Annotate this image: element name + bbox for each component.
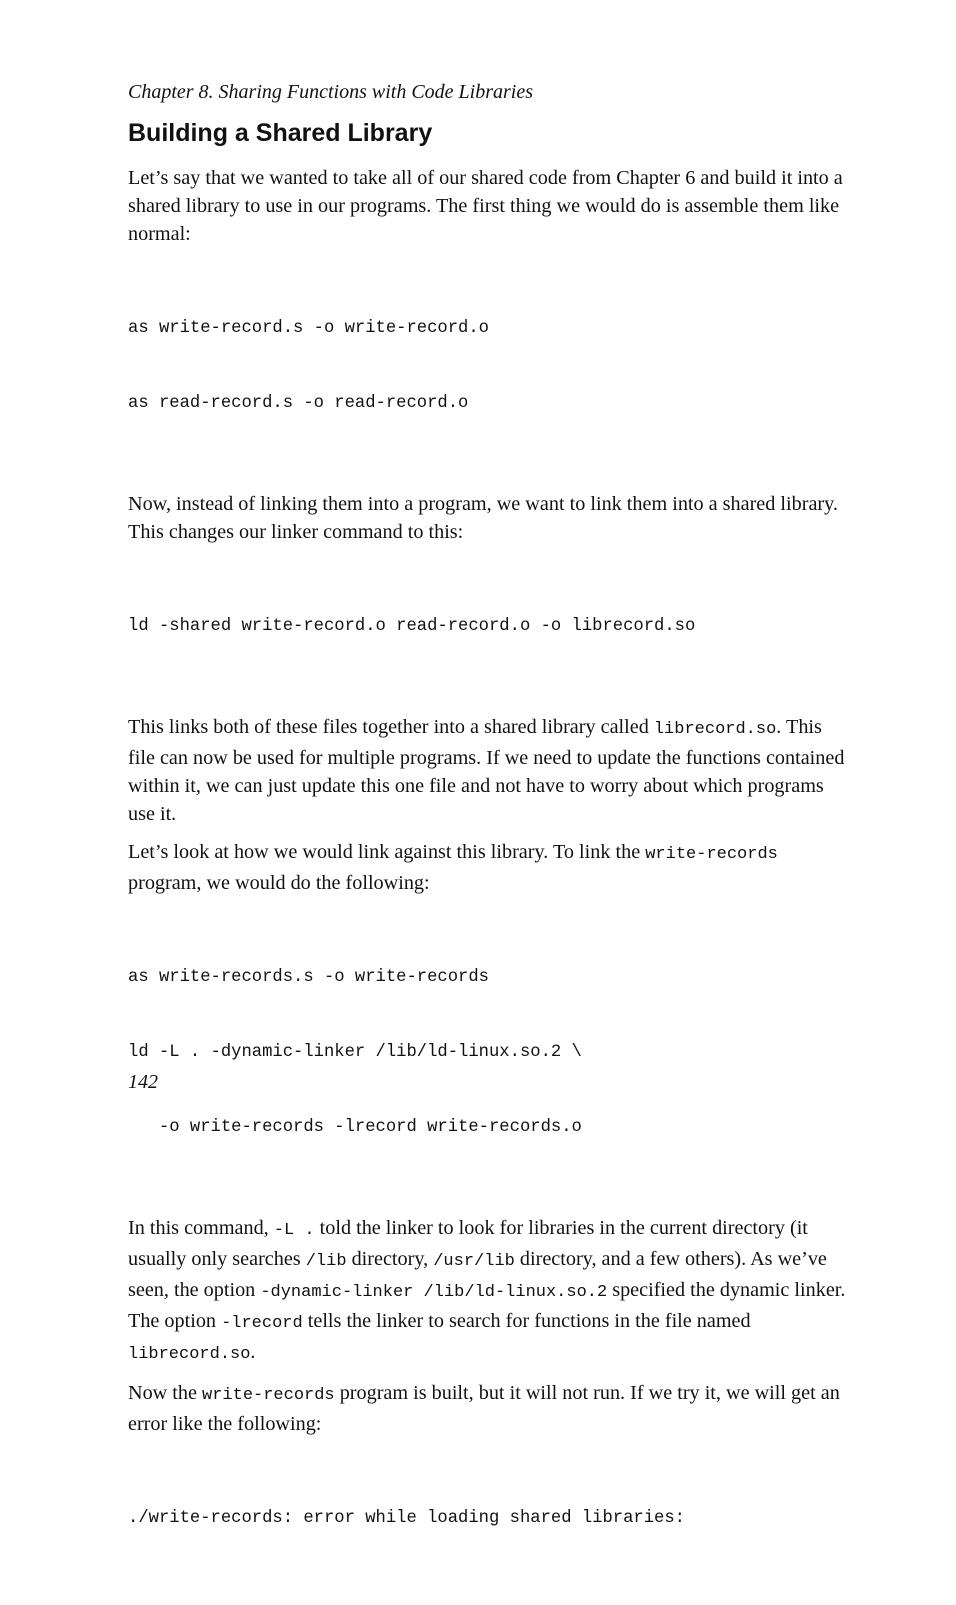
text-run: tells the linker to search for functions in the file named	[302, 1310, 751, 1332]
code-line: ld -shared write-record.o read-record.o -o librecord.so	[128, 617, 696, 636]
inline-code: -dynamic-linker /lib/ld-linux.so.2	[260, 1283, 608, 1302]
text-run: directory, and a few others). As we’ve seen, the option	[128, 1248, 827, 1301]
text-run: specified the dynamic linker. The option	[128, 1279, 846, 1332]
paragraph-librecord	[128, 713, 848, 828]
inline-code: /lib	[305, 1252, 347, 1271]
paragraph-command-explanation	[128, 1214, 848, 1369]
inline-code: -lrecord	[221, 1314, 303, 1333]
page-number: 142	[128, 1071, 158, 1093]
book-page	[128, 78, 848, 1605]
inline-code: /usr/lib	[433, 1252, 515, 1271]
text-run: . This file can now be used for multiple programs. If we need to update the functions contained within it, we can just update this one file and not have to worry about which programs use it.	[128, 716, 845, 825]
code-block-error	[128, 1456, 848, 1581]
paragraph-intro: Let’s say that we wanted to take all of our shared code from Chapter 6 and build it into a shared library to use in our programs. The first thing we would do is assemble them like normal:	[128, 167, 843, 245]
code-block-link-program	[128, 915, 848, 1190]
inline-code: write-records	[645, 845, 778, 864]
inline-code: librecord.so	[128, 1345, 251, 1364]
running-head: Chapter 8. Sharing Functions with Code Libraries	[128, 81, 534, 103]
code-line: as write-records.s -o write-records	[128, 968, 489, 987]
code-line: ./write-records: error while loading shared libraries:	[128, 1509, 685, 1528]
text-run: In this command,	[128, 1217, 274, 1239]
section-title: Building a Shared Library	[128, 119, 433, 147]
text-run: This links both of these files together into a shared library called	[128, 716, 654, 738]
text-run: program is built, but it will not run. If we try it, we will get an error like the following:	[128, 1382, 840, 1435]
inline-code: write-records	[202, 1386, 335, 1405]
text-run: .	[250, 1341, 256, 1363]
paragraph-link-against	[128, 838, 848, 897]
code-block-assemble	[128, 266, 848, 466]
inline-code: -L .	[273, 1221, 315, 1240]
code-line: as write-record.s -o write-record.o	[128, 319, 489, 338]
paragraph-link-shared: Now, instead of linking them into a program, we want to link them into a shared library. This changes our linker command to this:	[128, 493, 838, 543]
code-line: ld -L . -dynamic-linker /lib/ld-linux.so.2 \	[128, 1043, 582, 1062]
inline-code: librecord.so	[653, 720, 777, 739]
code-line: as read-record.s -o read-record.o	[128, 394, 469, 413]
text-run: program, we would do the following:	[128, 872, 430, 894]
text-run: directory,	[346, 1248, 434, 1270]
code-line: -o write-records -lrecord write-records.o	[128, 1118, 582, 1137]
text-run: told the linker to look for libraries in the current directory (it usually only searches	[128, 1217, 808, 1270]
text-run: Now the	[128, 1382, 203, 1404]
code-block-ld-shared	[128, 564, 848, 689]
text-run: Let’s look at how we would link against this library. To link the	[128, 841, 646, 863]
paragraph-run-error	[128, 1379, 848, 1438]
